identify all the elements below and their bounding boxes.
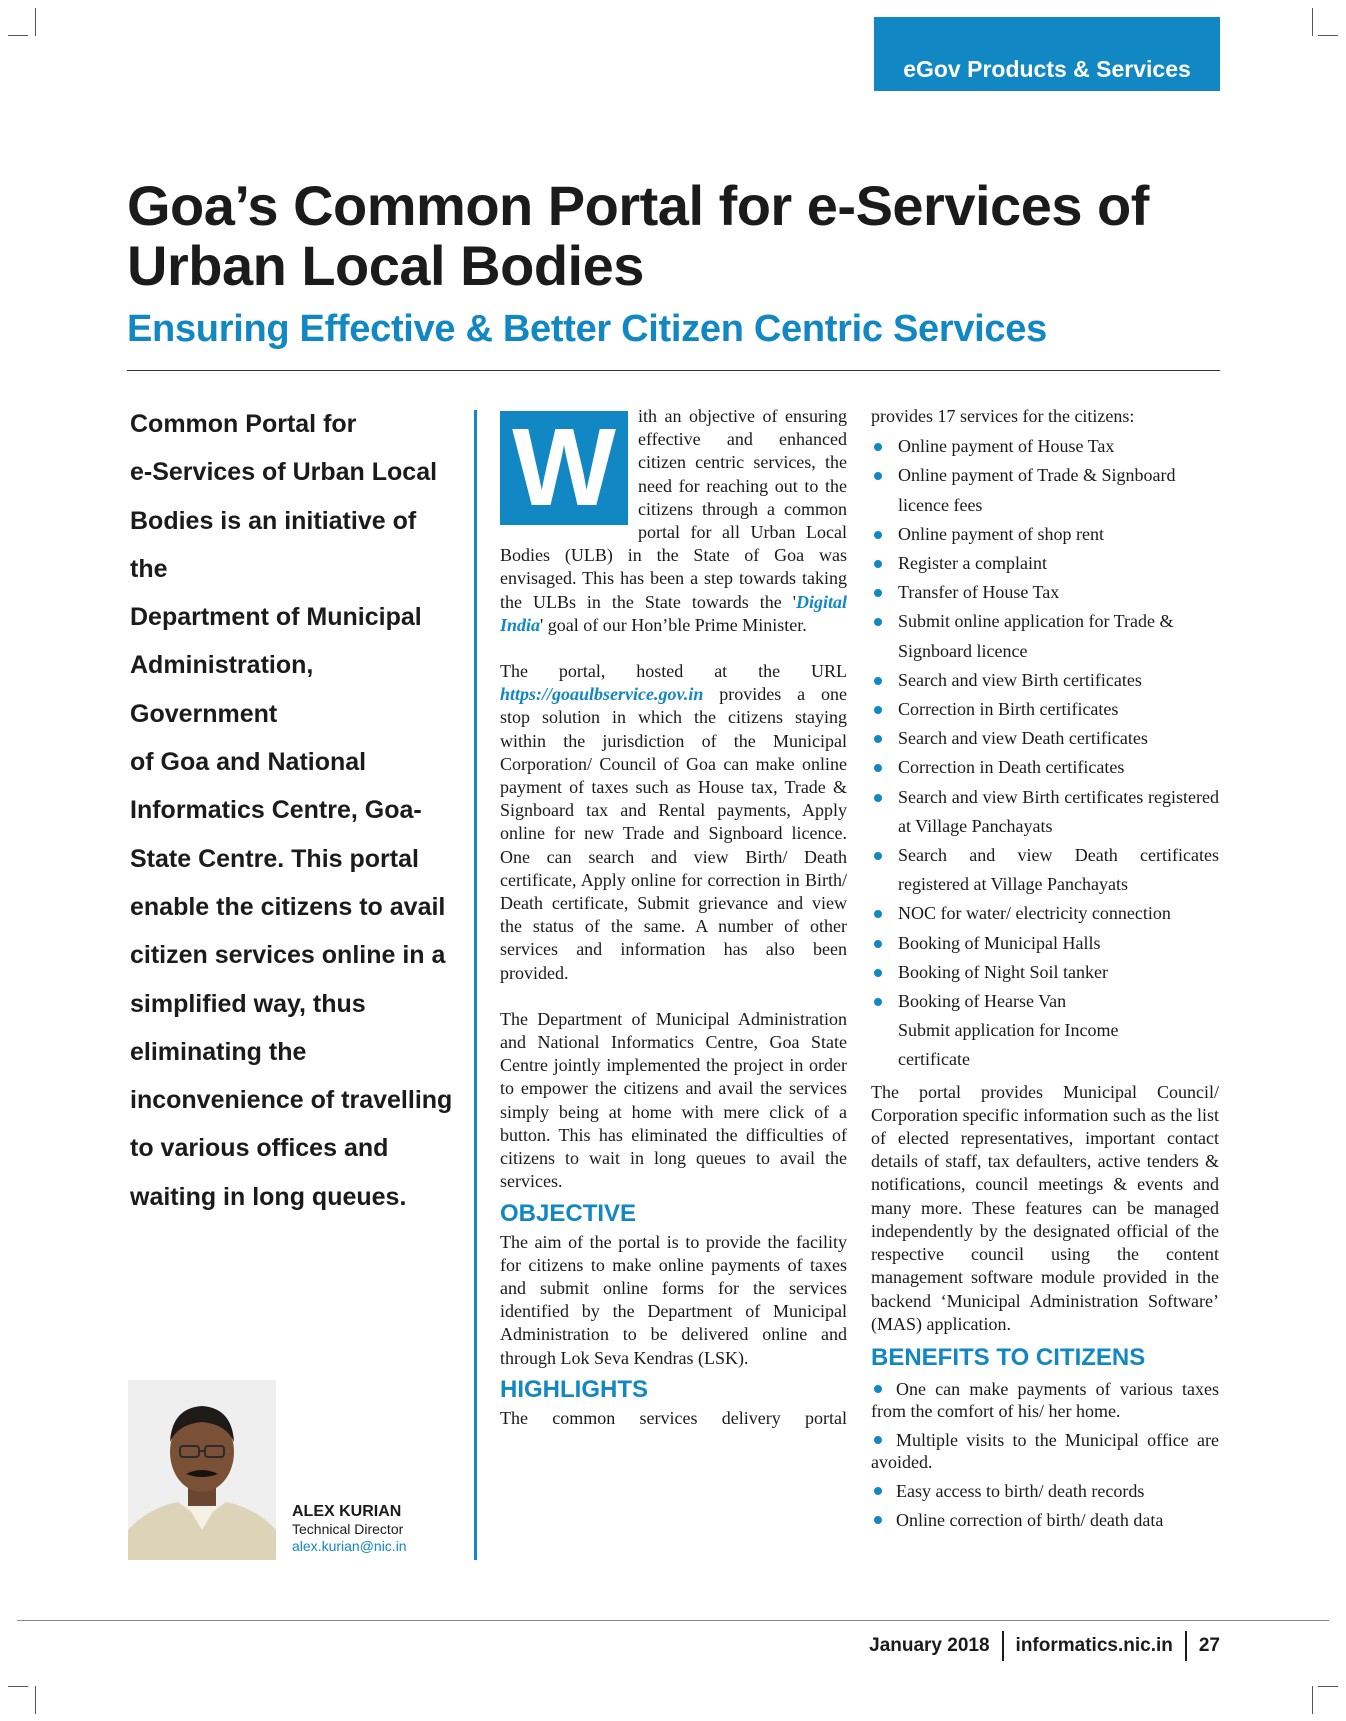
intro-line: State Centre. This portal [130,844,419,873]
author-portrait-icon [128,1380,276,1560]
bullet-icon [874,1385,882,1393]
list-item: Online correction of birth/ death data [871,1509,1219,1531]
list-item: Online payment of House Tax [871,432,1219,461]
crop-mark [1318,35,1338,36]
highlights-continued: provides 17 services for the citizens: [871,406,1135,426]
benefits-heading: BENEFITS TO CITIZENS [871,1343,1146,1371]
bullet-icon [874,1516,882,1524]
list-item: Register a complaint [871,549,1219,578]
list-item: One can make payments of various taxes from the comfort of his/ her home. [871,1378,1219,1421]
footer-divider [17,1620,1329,1621]
bullet-icon [874,531,882,539]
url-paragraph [500,660,847,985]
bullet-icon [874,1487,882,1495]
author-name: ALEX KURIAN [292,1503,402,1520]
list-item: Online payment of Trade & Signboard licence fees [871,461,1219,519]
list-item: Online payment of shop rent [871,520,1219,549]
author-info [292,1502,407,1555]
list-item: Multiple visits to the Municipal office are avoided. [871,1429,1219,1472]
bullet-icon [874,677,882,685]
footer-separator [1185,1631,1187,1661]
author-role: Technical Director [292,1521,404,1537]
services-list [871,432,1219,1074]
list-item: Easy access to birth/ death records [871,1480,1219,1502]
page-subtitle: Ensuring Effective & Better Citizen Centric Services [127,308,1047,350]
footer-separator [1002,1631,1004,1661]
author-email[interactable]: alex.kurian@nic.in [292,1538,407,1554]
page-title: Goa’s Common Portal for e-Services of Urban Local Bodies [127,174,1149,297]
intro-line: simplified way, thus [130,989,366,1018]
intro-line: Common Portal for [130,410,357,438]
bullet-icon [874,852,882,860]
portal-info-paragraph: The portal provides Municipal Council/ Corporation specific information such as the list of elected representatives, important contact details of staff, tax defaulters, active tenders & notifications, council meetings & events and many more. These features can be managed independently by the designated official of the respective council using the content management software module provided in the backend ‘Municipal Administration Software’ (MAS) application. [871,1081,1219,1334]
list-item: Booking of Night Soil tanker [871,958,1219,987]
bullet-icon [874,706,882,714]
benefits-list [871,1378,1219,1531]
paragraph-text: ith an objective of ensuring effective and enhanced citizen centric services, the need for reaching out to the citizens through a common portal for all Urban Local Bodies (ULB) in the State of Goa was envisaged. This has been a step towards taking the ULBs in the State towards the ' [500,406,847,612]
page-number: 27 [1198,1635,1220,1656]
paragraph-text: ' goal of our Hon’ble Prime Minister. [540,614,807,635]
implementation-paragraph: The Department of Municipal Administration and National Informatics Centre, Goa State Centre jointly implemented the project in order to empower the citizens and avail the services simply being at home with mere click of a button. This has eliminated the difficulties of citizens to wait in long queues to avail the services. [500,1008,847,1192]
highlights-heading: HIGHLIGHTS [500,1375,648,1403]
list-item: Booking of Municipal Halls [871,929,1219,958]
issue-date: January 2018 [869,1635,990,1656]
bullet-icon [874,589,882,597]
intro-line: eliminating the [130,1037,307,1066]
crop-mark [35,8,36,36]
intro-paragraph [500,405,847,637]
crop-mark [8,1686,28,1687]
intro-line: Bodies is an initiative of the [130,506,417,583]
bullet-icon [874,764,882,772]
portal-url-link[interactable]: https://goaulbservice.gov.in [500,684,704,705]
intro-line: inconvenience of travelling [130,1086,453,1115]
crop-mark [1312,1686,1313,1714]
intro-line: Informatics Centre, Goa- [130,796,422,825]
bullet-icon [874,940,882,948]
article-column-middle [500,405,847,1430]
paragraph-text: The portal, hosted at the URL [500,661,847,682]
section-label: eGov Products & Services [874,17,1220,91]
highlights-paragraph: The common services delivery portal [500,1407,847,1428]
title-divider [127,370,1220,371]
bullet-icon [874,443,882,451]
list-item: Search and view Birth certificates [871,666,1219,695]
intro-line: Department of Municipal [130,603,422,632]
bullet-icon [874,472,882,480]
objective-paragraph: The aim of the portal is to provide the facility for citizens to make online payments of taxes and submit online forms for the services identified by the Department of Municipal Administration to be delivered online and through Lok Seva Kendras (LSK). [500,1231,847,1368]
intro-line: Administration, Government [130,651,314,728]
bullet-icon [874,560,882,568]
list-item: Search and view Death certificates registered at Village Panchayats [871,841,1219,899]
column-divider [474,410,477,1560]
objective-heading: OBJECTIVE [500,1199,637,1227]
crop-mark [35,1686,36,1714]
intro-line: of Goa and National [130,748,367,777]
drop-cap: W [500,411,628,525]
intro-line: citizen services online in a [130,941,446,970]
bullet-icon [874,618,882,626]
bullet-icon [874,969,882,977]
list-item: Booking of Hearse Van [871,987,1219,1016]
article-column-right [871,405,1219,1538]
bullet-icon [874,1436,882,1444]
bullet-icon [874,910,882,918]
intro-pullquote [130,400,460,1221]
bullet-icon [874,998,882,1006]
crop-mark [8,35,28,36]
crop-mark [1312,8,1313,36]
bullet-icon [874,794,882,802]
intro-line: e-Services of Urban Local [130,458,438,487]
list-item: NOC for water/ electricity connection [871,899,1219,928]
list-item: Correction in Death certificates [871,753,1219,782]
intro-line: to various offices and [130,1134,389,1163]
crop-mark [1318,1686,1338,1687]
page-footer [869,1628,1220,1664]
list-item: Search and view Death certificates [871,724,1219,753]
list-item: Correction in Birth certificates [871,695,1219,724]
author-photo [128,1380,276,1560]
digital-india-link: Digital India [500,591,847,635]
list-item: Submit online application for Trade & Signboard licence [871,607,1219,665]
bullet-icon [874,735,882,743]
site-name: informatics.nic.in [1015,1635,1173,1656]
list-item: Search and view Birth certificates registered at Village Panchayats [871,783,1219,841]
intro-line: waiting in long queues. [130,1182,407,1211]
list-item: Submit application for Income certificate [898,1020,1119,1070]
list-item: Transfer of House Tax [871,578,1219,607]
paragraph-text: provides a one stop solution in which the citizens staying within the jurisdiction of the Municipal Corporation/ Council of Goa can make online payment of taxes such as House tax, Trade & Signboard tax and Rental payments, Apply online for new Trade and Signboard licence. One can search and view Birth/ Death certificate, Apply online for correction in Birth/ Death certificate, Submit grievance and view the status of the same. A number of other services and information has also been provided. [500,684,847,983]
intro-line: enable the citizens to avail [130,892,446,921]
